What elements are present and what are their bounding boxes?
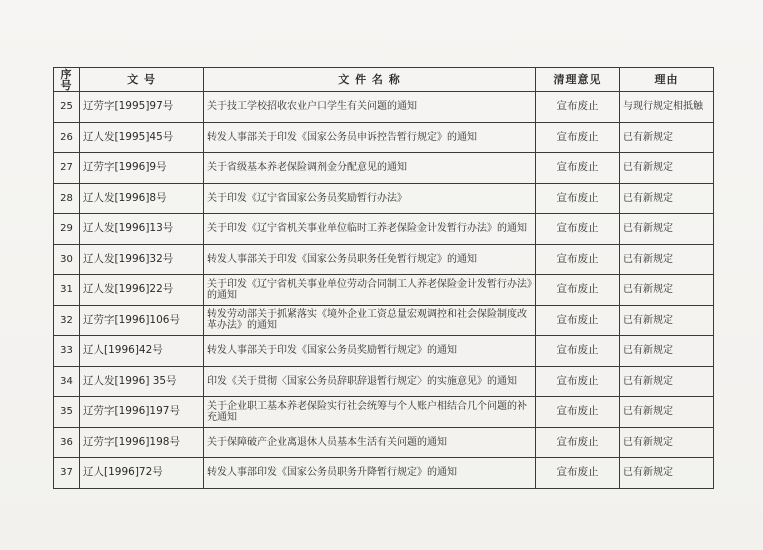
document-number: 辽人发[1996]13号 xyxy=(80,214,204,245)
document-number: 辽人发[1996]8号 xyxy=(80,183,204,214)
document-title: 关于印发《辽宁省机关事业单位临时工养老保险金计发暂行办法》的通知 xyxy=(204,214,536,245)
cleanup-opinion: 宣布废止 xyxy=(536,275,620,306)
document-title: 关于保障破产企业离退休人员基本生活有关问题的通知 xyxy=(204,427,536,458)
cleanup-opinion: 宣布废止 xyxy=(536,305,620,336)
reason: 已有新规定 xyxy=(620,244,714,275)
document-title: 印发《关于贯彻〈国家公务员辞职辞退暂行规定〉的实施意见》的通知 xyxy=(204,366,536,397)
document-title: 关于印发《辽宁省国家公务员奖励暂行办法》 xyxy=(204,183,536,214)
reason: 已有新规定 xyxy=(620,336,714,367)
cleanup-opinion: 宣布废止 xyxy=(536,92,620,123)
document-number: 辽人发[1996]32号 xyxy=(80,244,204,275)
reason: 已有新规定 xyxy=(620,153,714,184)
row-number: 37 xyxy=(54,458,80,489)
header-row xyxy=(54,68,714,92)
reason: 已有新规定 xyxy=(620,458,714,489)
reason: 已有新规定 xyxy=(620,122,714,153)
table-row xyxy=(54,275,714,306)
document-number: 辽劳字[1996]198号 xyxy=(80,427,204,458)
header-file-name: 文 件 名 称 xyxy=(204,68,536,92)
row-number: 31 xyxy=(54,275,80,306)
cleanup-opinion: 宣布废止 xyxy=(536,458,620,489)
table-row xyxy=(54,92,714,123)
document-title: 转发劳动部关于抓紧落实《境外企业工资总量宏观调控和社会保险制度改革办法》的通知 xyxy=(204,305,536,336)
document-title: 转发人事部印发《国家公务员职务升降暂行规定》的通知 xyxy=(204,458,536,489)
reason: 已有新规定 xyxy=(620,427,714,458)
header-no: 序号 xyxy=(54,68,80,92)
row-number: 29 xyxy=(54,214,80,245)
abolished-documents-table xyxy=(53,67,714,489)
row-number: 35 xyxy=(54,397,80,428)
cleanup-opinion: 宣布废止 xyxy=(536,397,620,428)
document-number: 辽劳字[1996]106号 xyxy=(80,305,204,336)
table-row xyxy=(54,122,714,153)
row-number: 34 xyxy=(54,366,80,397)
table-row xyxy=(54,305,714,336)
cleanup-opinion: 宣布废止 xyxy=(536,336,620,367)
table-row xyxy=(54,427,714,458)
row-number: 26 xyxy=(54,122,80,153)
cleanup-opinion: 宣布废止 xyxy=(536,122,620,153)
document-number: 辽人[1996]72号 xyxy=(80,458,204,489)
document-number: 辽劳字[1996]9号 xyxy=(80,153,204,184)
cleanup-opinion: 宣布废止 xyxy=(536,427,620,458)
table-row xyxy=(54,214,714,245)
reason: 已有新规定 xyxy=(620,214,714,245)
table-row xyxy=(54,336,714,367)
cleanup-opinion: 宣布废止 xyxy=(536,366,620,397)
document-number: 辽人发[1995]45号 xyxy=(80,122,204,153)
cleanup-opinion: 宣布废止 xyxy=(536,153,620,184)
row-number: 30 xyxy=(54,244,80,275)
document-number: 辽劳字[1996]197号 xyxy=(80,397,204,428)
document-title: 关于印发《辽宁省机关事业单位劳动合同制工人养老保险金计发暂行办法》的通知 xyxy=(204,275,536,306)
reason: 已有新规定 xyxy=(620,305,714,336)
row-number: 32 xyxy=(54,305,80,336)
reason: 已有新规定 xyxy=(620,366,714,397)
table-header xyxy=(54,68,714,92)
row-number: 33 xyxy=(54,336,80,367)
table-row xyxy=(54,244,714,275)
document-title: 转发人事部关于印发《国家公务员奖励暂行规定》的通知 xyxy=(204,336,536,367)
document-number: 辽劳字[1995]97号 xyxy=(80,92,204,123)
reason: 已有新规定 xyxy=(620,275,714,306)
table-row xyxy=(54,397,714,428)
table-row xyxy=(54,458,714,489)
table-row xyxy=(54,366,714,397)
document-title: 关于企业职工基本养老保险实行社会统筹与个人账户相结合几个问题的补充通知 xyxy=(204,397,536,428)
header-reason: 理由 xyxy=(620,68,714,92)
table-row xyxy=(54,183,714,214)
document-number: 辽人发[1996] 35号 xyxy=(80,366,204,397)
document-title: 关于省级基本养老保险调剂金分配意见的通知 xyxy=(204,153,536,184)
row-number: 36 xyxy=(54,427,80,458)
reason: 已有新规定 xyxy=(620,397,714,428)
cleanup-opinion: 宣布废止 xyxy=(536,214,620,245)
table-body xyxy=(54,92,714,489)
document-title: 转发人事部关于印发《国家公务员申诉控告暂行规定》的通知 xyxy=(204,122,536,153)
row-number: 25 xyxy=(54,92,80,123)
table-row xyxy=(54,153,714,184)
document-title: 转发人事部关于印发《国家公务员职务任免暂行规定》的通知 xyxy=(204,244,536,275)
document-number: 辽人[1996]42号 xyxy=(80,336,204,367)
reason: 已有新规定 xyxy=(620,183,714,214)
row-number: 27 xyxy=(54,153,80,184)
cleanup-opinion: 宣布废止 xyxy=(536,183,620,214)
reason: 与现行规定相抵触 xyxy=(620,92,714,123)
row-number: 28 xyxy=(54,183,80,214)
header-doc-no: 文 号 xyxy=(80,68,204,92)
cleanup-opinion: 宣布废止 xyxy=(536,244,620,275)
document-number: 辽人发[1996]22号 xyxy=(80,275,204,306)
header-opinion: 清理意见 xyxy=(536,68,620,92)
document-title: 关于技工学校招收农业户口学生有关问题的通知 xyxy=(204,92,536,123)
